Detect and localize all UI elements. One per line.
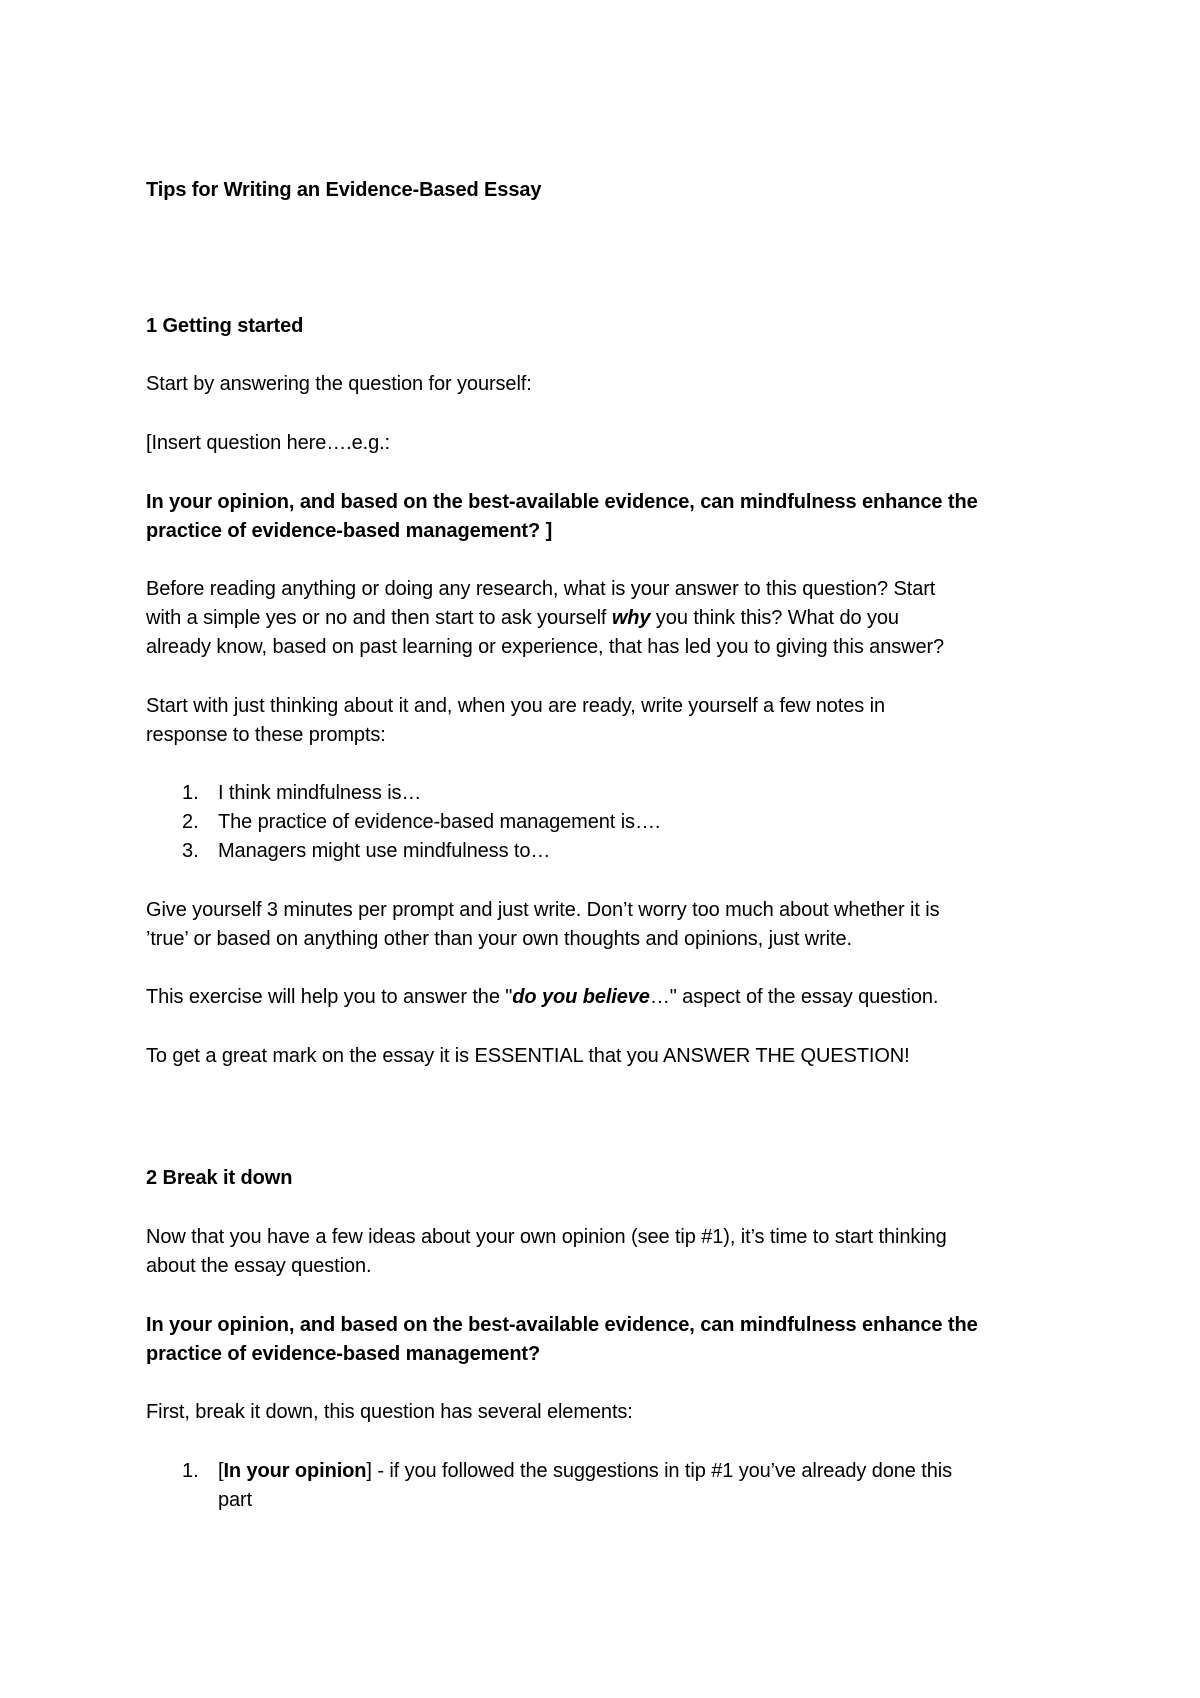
section2-para1-line1: Now that you have a few ideas about your own opinion (see tip #1), it’s time to start thinking: [146, 1226, 947, 1248]
emphasis-why: why: [611, 607, 651, 629]
emphasis-do-you-believe: do you believe: [512, 986, 650, 1008]
section1-intro: Start by answering the question for yourself:: [146, 373, 532, 395]
insert-question-placeholder: [Insert question here….e.g.:: [146, 432, 391, 454]
section1-para3-line2: ’true’ or based on anything other than your own thoughts and opinions, just write.: [146, 928, 852, 950]
essay-question-line1: In your opinion, and based on the best-available evidence, can mindfulness enhance the: [146, 491, 978, 513]
section1-para1-line3: already know, based on past learning or experience, that has led you to giving this answer?: [146, 636, 945, 658]
section-heading-break-it-down: 2 Break it down: [146, 1167, 293, 1189]
emphasis-in-your-opinion: In your opinion: [223, 1460, 367, 1482]
section1-para5: To get a great mark on the essay it is ESSENTIAL that you ANSWER THE QUESTION!: [146, 1045, 910, 1067]
section1-para1-line2: with a simple yes or no and then start to ask yourself why you think this? What do you: [146, 607, 899, 629]
essay-question-line2: practice of evidence-based management? ]: [146, 520, 553, 542]
section2-para1-line2: about the essay question.: [146, 1255, 372, 1277]
section1-para2-line2: response to these prompts:: [146, 724, 386, 746]
document-title: Tips for Writing an Evidence-Based Essay: [146, 179, 542, 201]
section1-para4: This exercise will help you to answer the "do you believe…" aspect of the essay question.: [146, 986, 939, 1008]
essay-question-repeat-line2: practice of evidence-based management?: [146, 1343, 541, 1365]
document-page: Tips for Writing an Evidence-Based Essay 1 Getting started Start by answering the question for yourself: [Insert question here….e.g.: In your opinion, and based on the best-available evidence, can mindfulness enhance the practice of evidence-based management? ] Before reading anything or doing any research, what is your answer to this question? Start with a simple yes or no and then start to ask yourself why you think this? What do you already know, based on past learning or experience, that has led you to giving this answer? Start with just thinking about it and, when you are ready, write yourself a few notes in response to these prompts: 1. I think mindfulness is… 2. The practice of evidence-based management is…. 3. Managers might use mindfulness to… Give yourself 3 minutes per prompt and just write. Don’t worry too much about whether it is ’true’ or based on anything other than your own thoughts and opinions, just write. This exercise will help you to answer the "do you believe…" aspect of the essay question. To get a great mark on the essay it is ESSENTIAL that you ANSWER THE QUESTION! 2 Break it down Now that you have a few ideas about your own opinion (see tip #1), it’s time to start thinking about the essay question. In your opinion, and based on the best-available evidence, can mindfulness enhance the practice of evidence-based management? First, break it down, this question has several elements: 1. [In your opinion] - if you followed the suggestions in tip #1 you’ve already done this part: [0, 0, 1200, 1698]
essay-question-repeat-line1: In your opinion, and based on the best-available evidence, can mindfulness enhance the: [146, 1314, 978, 1336]
section1-para3-line1: Give yourself 3 minutes per prompt and just write. Don’t worry too much about whether it is: [146, 899, 940, 921]
section2-para2: First, break it down, this question has several elements:: [146, 1401, 633, 1423]
section1-para2-line1: Start with just thinking about it and, when you are ready, write yourself a few notes in: [146, 695, 886, 717]
section1-para1-line1: Before reading anything or doing any research, what is your answer to this question? Start: [146, 578, 936, 600]
section-heading-getting-started: 1 Getting started: [146, 315, 304, 337]
